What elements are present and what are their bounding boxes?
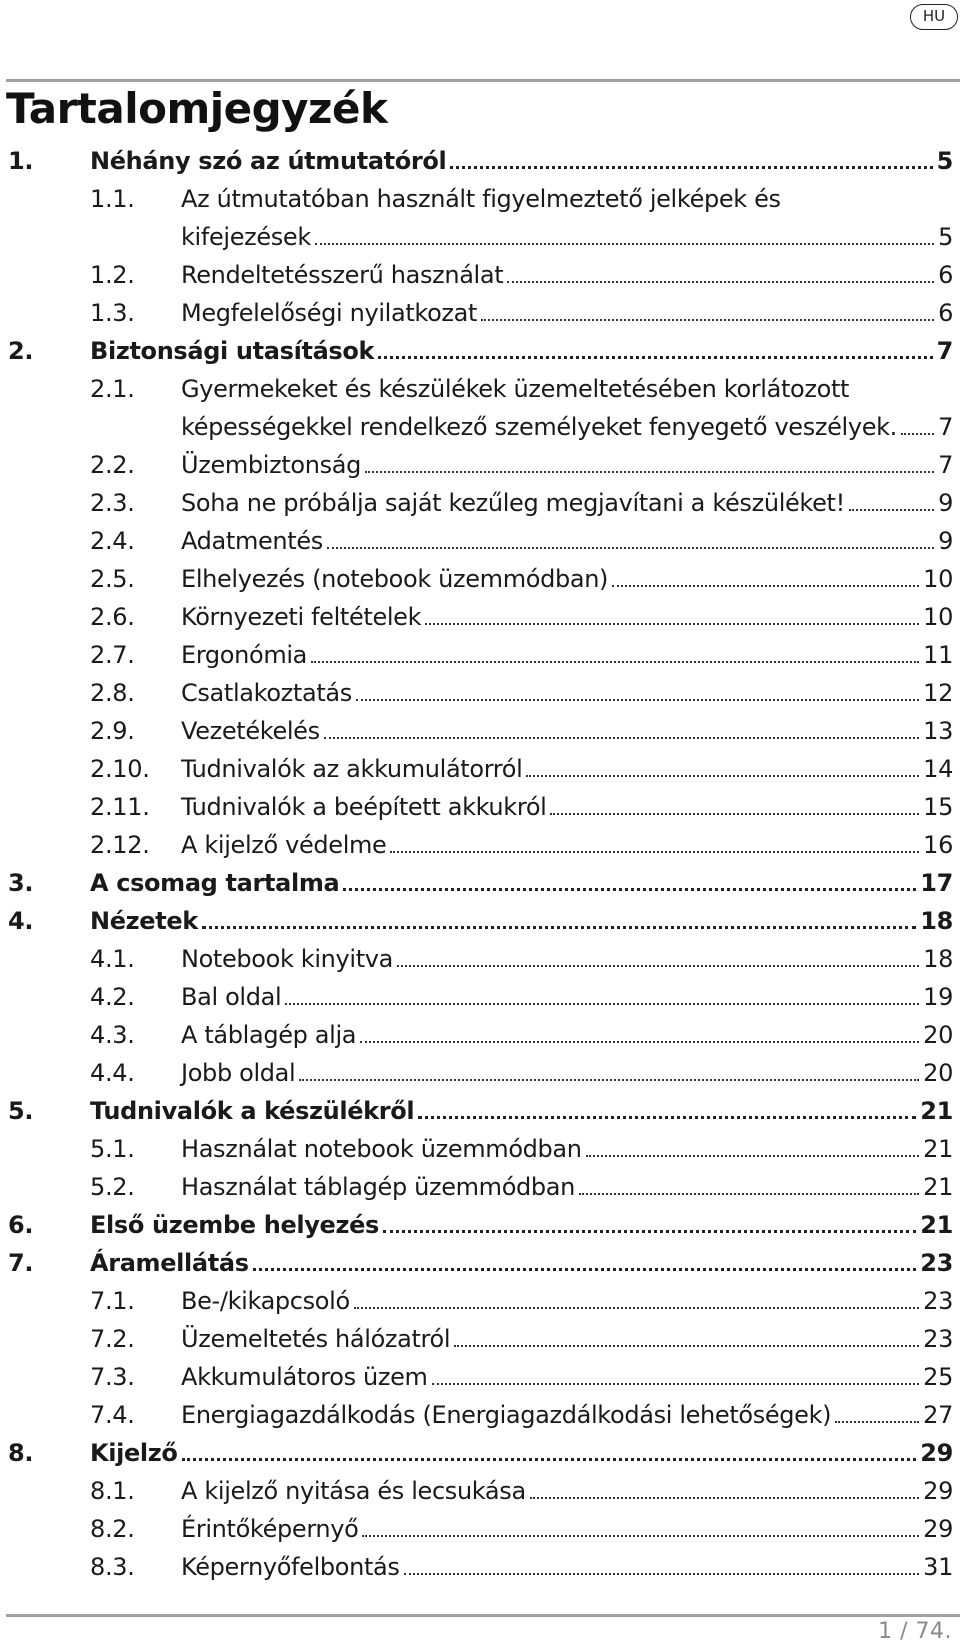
toc-entry-title: kifejezések: [181, 223, 311, 251]
toc-entry-title: A táblagép alja: [181, 1021, 357, 1049]
toc-page-number: 6: [938, 261, 953, 289]
toc-entry-text: [181, 1130, 953, 1168]
dot-leader: [526, 775, 919, 777]
toc-entry-number: 7.3.: [90, 1363, 135, 1391]
dot-leader: [612, 585, 919, 587]
footer-divider: [6, 1614, 960, 1617]
toc-page-number: 23: [923, 1325, 953, 1353]
toc-entry-title: Első üzembe helyezés: [90, 1211, 379, 1239]
toc-page-number: 27: [923, 1401, 953, 1429]
toc-subsection-entry[interactable]: [0, 1168, 960, 1206]
dot-leader: [356, 699, 919, 701]
toc-entry-text: [181, 1054, 953, 1092]
toc-entry-number: 2.2.: [90, 451, 135, 479]
toc-entry-title: Üzemeltetés hálózatról: [181, 1325, 451, 1353]
toc-subsection-entry[interactable]: [0, 712, 960, 750]
toc-entry-title: Képernyőfelbontás: [181, 1553, 400, 1581]
toc-page-number: 16: [923, 831, 953, 859]
toc-page-number: 29: [923, 1515, 953, 1543]
toc-subsection-entry[interactable]: [0, 940, 960, 978]
toc-entry-number: 2.9.: [90, 717, 135, 745]
toc-subsection-entry[interactable]: [0, 674, 960, 712]
toc-entry-number: 1.1.: [90, 185, 135, 213]
toc-entry-title: Használat notebook üzemmódban: [181, 1135, 582, 1163]
toc-entry-text: [90, 142, 953, 180]
toc-section-entry[interactable]: [0, 1244, 960, 1282]
toc-page-number: 19: [923, 983, 953, 1011]
toc-entry-text: [181, 256, 953, 294]
toc-page-number: 9: [938, 527, 953, 555]
toc-section-entry[interactable]: [0, 1092, 960, 1130]
page-title: Tartalomjegyzék: [6, 84, 388, 133]
toc-page-number: 7: [938, 451, 953, 479]
toc-subsection-entry[interactable]: [0, 1016, 960, 1054]
toc-entry-text: [181, 1548, 953, 1586]
toc-entry-number: 2.8.: [90, 679, 135, 707]
toc-subsection-entry[interactable]: [0, 484, 960, 522]
toc-subsection-entry[interactable]: [0, 560, 960, 598]
toc-entry-number: 4.3.: [90, 1021, 135, 1049]
dot-leader: [378, 356, 933, 359]
toc-entry-number: 1.2.: [90, 261, 135, 289]
toc-entry-text: [181, 1282, 953, 1320]
toc-entry-title: Áramellátás: [90, 1249, 249, 1277]
dot-leader: [454, 1345, 919, 1347]
toc-entry-number: 1.: [8, 147, 34, 175]
toc-entry-text: [90, 332, 953, 370]
toc-page-number: 18: [920, 907, 953, 935]
toc-entry-text: [181, 1168, 953, 1206]
toc-page-number: 21: [923, 1135, 953, 1163]
toc-entry-title: Ergonómia: [181, 641, 308, 669]
toc-subsection-entry[interactable]: [0, 978, 960, 1016]
dot-leader: [315, 243, 934, 245]
toc-entry-title: Megfelelőségi nyilatkozat: [181, 299, 478, 327]
toc-page-number: 13: [923, 717, 953, 745]
dot-leader: [327, 547, 934, 549]
toc-page-number: 21: [923, 1173, 953, 1201]
toc-entry-text: [181, 370, 953, 446]
toc-entry-number: 2.4.: [90, 527, 135, 555]
dot-leader: [360, 1041, 919, 1043]
toc-subsection-entry[interactable]: [0, 294, 960, 332]
dot-leader: [365, 471, 934, 473]
dot-leader: [404, 1573, 920, 1575]
toc-page-number: 18: [923, 945, 953, 973]
dot-leader: [507, 281, 934, 283]
toc-entry-number: 2.: [8, 337, 34, 365]
toc-entry-number: 2.5.: [90, 565, 135, 593]
toc-entry-title: Elhelyezés (notebook üzemmódban): [181, 565, 609, 593]
dot-leader: [311, 661, 919, 663]
toc-entry-text: [181, 294, 953, 332]
toc-subsection-entry[interactable]: [0, 1396, 960, 1434]
dot-leader: [362, 1535, 919, 1537]
toc-subsection-entry[interactable]: [0, 598, 960, 636]
toc-page-number: 29: [920, 1439, 953, 1467]
toc-entry-title: Nézetek: [90, 907, 198, 935]
toc-subsection-entry[interactable]: [0, 1130, 960, 1168]
toc-page-number: 23: [923, 1287, 953, 1315]
toc-entry-text: [181, 1396, 953, 1434]
toc-entry-text: [181, 598, 953, 636]
toc-page-number: 7: [936, 337, 953, 365]
toc-entry-number: 5.2.: [90, 1173, 135, 1201]
toc-entry-title: Tudnivalók a készülékről: [90, 1097, 415, 1125]
toc-entry-text: [90, 1092, 953, 1130]
dot-leader: [253, 1268, 917, 1271]
dot-leader: [383, 1230, 916, 1233]
dot-leader: [901, 433, 934, 435]
toc-page-number: 11: [923, 641, 953, 669]
toc-entry-text: [181, 978, 953, 1016]
toc-section-entry[interactable]: [0, 864, 960, 902]
dot-leader: [550, 813, 919, 815]
toc-entry-title: Tudnivalók az akkumulátorról: [181, 755, 523, 783]
toc-subsection-entry[interactable]: [0, 1472, 960, 1510]
toc-page-number: 10: [923, 603, 953, 631]
toc-entry-title: Kijelző: [90, 1439, 178, 1467]
toc-entry-text: [181, 674, 953, 712]
toc-entry-text: [181, 1016, 953, 1054]
toc-page-number: 29: [923, 1477, 953, 1505]
dot-leader: [849, 509, 934, 511]
toc-subsection-entry[interactable]: [0, 370, 960, 446]
toc-entry-title: Energiagazdálkodás (Energiagazdálkodási lehetőségek): [181, 1401, 832, 1429]
toc-entry-title: Vezetékelés: [181, 717, 320, 745]
toc-page-number: 20: [923, 1059, 953, 1087]
toc-page-number: 31: [923, 1553, 953, 1581]
toc-entry-text: [181, 560, 953, 598]
toc-entry-number: 6.: [8, 1211, 34, 1239]
dot-leader: [450, 166, 932, 169]
toc-entry-number: 8.: [8, 1439, 34, 1467]
toc-subsection-entry[interactable]: [0, 1054, 960, 1092]
toc-entry-text: [181, 636, 953, 674]
toc-entry-title: Soha ne próbálja saját kezűleg megjavítani a készüléket!: [181, 489, 845, 517]
toc-entry-title: Az útmutatóban használt figyelmeztető jelképek és: [181, 185, 781, 213]
toc-page-number: 17: [920, 869, 953, 897]
toc-subsection-entry[interactable]: [0, 1320, 960, 1358]
dot-leader: [354, 1307, 919, 1309]
toc-entry-number: 2.7.: [90, 641, 135, 669]
toc-section-entry[interactable]: [0, 142, 960, 180]
toc-subsection-entry[interactable]: [0, 1282, 960, 1320]
toc-section-entry[interactable]: [0, 1434, 960, 1472]
toc-subsection-entry[interactable]: [0, 788, 960, 826]
dot-leader: [481, 319, 934, 321]
toc-page-number: 12: [923, 679, 953, 707]
toc-entry-number: 4.1.: [90, 945, 135, 973]
language-badge: HU: [910, 4, 958, 30]
dot-leader: [418, 1116, 916, 1119]
toc-entry-number: 1.3.: [90, 299, 135, 327]
toc-subsection-entry[interactable]: [0, 636, 960, 674]
toc-page-number: 9: [938, 489, 953, 517]
toc-entry-text: [181, 484, 953, 522]
toc-page-number: 10: [923, 565, 953, 593]
toc-entry-text: [90, 1244, 953, 1282]
toc-subsection-entry[interactable]: [0, 1358, 960, 1396]
toc-subsection-entry[interactable]: [0, 180, 960, 256]
toc-entry-title: Használat táblagép üzemmódban: [181, 1173, 576, 1201]
dot-leader: [432, 1383, 920, 1385]
toc-entry-text: [181, 522, 953, 560]
toc-entry-title: Környezeti feltételek: [181, 603, 422, 631]
toc-page-number: 20: [923, 1021, 953, 1049]
toc-entry-title: Adatmentés: [181, 527, 323, 555]
toc-entry-title: képességekkel rendelkező személyeket fenyegető veszélyek.: [181, 413, 897, 441]
toc-entry-text: [181, 180, 953, 256]
toc-entry-text: [181, 1510, 953, 1548]
dot-leader: [425, 623, 919, 625]
toc-page-number: 6: [938, 299, 953, 327]
toc-entry-title: A csomag tartalma: [90, 869, 340, 897]
dot-leader: [530, 1497, 919, 1499]
toc-page-number: 5: [936, 147, 953, 175]
toc-entry-number: 2.6.: [90, 603, 135, 631]
toc-entry-number: 4.4.: [90, 1059, 135, 1087]
dot-leader: [202, 926, 916, 929]
toc-entry-text: [181, 712, 953, 750]
toc-subsection-entry[interactable]: [0, 446, 960, 484]
toc-entry-number: 2.10.: [90, 755, 150, 783]
dot-leader: [390, 851, 919, 853]
toc-entry-title: Biztonsági utasítások: [90, 337, 375, 365]
toc-entry-number: 5.1.: [90, 1135, 135, 1163]
toc-entry-number: 2.11.: [90, 793, 150, 821]
dot-leader: [182, 1458, 917, 1461]
toc-entry-title: Érintőképernyő: [181, 1515, 359, 1543]
toc-entry-title: Néhány szó az útmutatóról: [90, 147, 447, 175]
toc-entry-text: [181, 826, 953, 864]
dot-leader: [835, 1421, 919, 1423]
toc-entry-text: [90, 1434, 953, 1472]
toc-entry-title: Gyermekeket és készülékek üzemeltetésében korlátozott: [181, 375, 850, 403]
toc-entry-title: Rendeltetésszerű használat: [181, 261, 504, 289]
table-of-contents: [0, 142, 960, 1586]
toc-entry-number: 7.1.: [90, 1287, 135, 1315]
toc-entry-text: [181, 1320, 953, 1358]
toc-page-number: 23: [920, 1249, 953, 1277]
toc-entry-title: Csatlakoztatás: [181, 679, 352, 707]
toc-entry-title: Üzembiztonság: [181, 451, 362, 479]
dot-leader: [579, 1193, 919, 1195]
toc-entry-title: Notebook kinyitva: [181, 945, 393, 973]
toc-entry-text: [90, 1206, 953, 1244]
toc-entry-title: Jobb oldal: [181, 1059, 296, 1087]
toc-entry-text: [181, 446, 953, 484]
dot-leader: [285, 1003, 919, 1005]
toc-entry-number: 8.1.: [90, 1477, 135, 1505]
dot-leader: [343, 888, 916, 891]
toc-page-number: 21: [920, 1211, 953, 1239]
toc-page-number: 21: [920, 1097, 953, 1125]
toc-entry-number: 7.2.: [90, 1325, 135, 1353]
toc-entry-number: 8.2.: [90, 1515, 135, 1543]
toc-page-number: 5: [938, 223, 953, 251]
toc-entry-number: 5.: [8, 1097, 34, 1125]
toc-entry-title: Akkumulátoros üzem: [181, 1363, 428, 1391]
toc-entry-title: Tudnivalók a beépített akkukról: [181, 793, 547, 821]
toc-entry-number: 3.: [8, 869, 34, 897]
toc-page-number: 7: [938, 413, 953, 441]
toc-entry-number: 2.3.: [90, 489, 135, 517]
toc-entry-text: [181, 788, 953, 826]
toc-entry-title: A kijelző nyitása és lecsukása: [181, 1477, 526, 1505]
toc-subsection-entry[interactable]: [0, 1510, 960, 1548]
dot-leader: [324, 737, 919, 739]
toc-entry-number: 4.: [8, 907, 34, 935]
toc-entry-text: [90, 864, 953, 902]
toc-section-entry[interactable]: [0, 332, 960, 370]
page-indicator: 1 / 74.: [878, 1619, 952, 1644]
toc-entry-title: Bal oldal: [181, 983, 282, 1011]
dot-leader: [397, 965, 919, 967]
toc-page-number: 25: [923, 1363, 953, 1391]
toc-entry-number: 2.12.: [90, 831, 150, 859]
toc-entry-text: [181, 1472, 953, 1510]
toc-page-number: 15: [923, 793, 953, 821]
toc-entry-text: [90, 902, 953, 940]
toc-entry-text: [181, 750, 953, 788]
toc-entry-number: 7.4.: [90, 1401, 135, 1429]
toc-section-entry[interactable]: [0, 902, 960, 940]
toc-entry-number: 4.2.: [90, 983, 135, 1011]
toc-entry-number: 7.: [8, 1249, 34, 1277]
toc-section-entry[interactable]: [0, 1206, 960, 1244]
dot-leader: [299, 1079, 919, 1081]
toc-entry-text: [181, 1358, 953, 1396]
toc-entry-number: 8.3.: [90, 1553, 135, 1581]
toc-entry-title: A kijelző védelme: [181, 831, 387, 859]
toc-entry-title: Be-/kikapcsoló: [181, 1287, 350, 1315]
toc-subsection-entry[interactable]: [0, 826, 960, 864]
toc-page-number: 14: [923, 755, 953, 783]
toc-entry-text: [181, 940, 953, 978]
toc-subsection-entry[interactable]: [0, 256, 960, 294]
toc-subsection-entry[interactable]: [0, 1548, 960, 1586]
toc-entry-number: 2.1.: [90, 375, 135, 403]
toc-subsection-entry[interactable]: [0, 522, 960, 560]
dot-leader: [586, 1155, 920, 1157]
toc-subsection-entry[interactable]: [0, 750, 960, 788]
